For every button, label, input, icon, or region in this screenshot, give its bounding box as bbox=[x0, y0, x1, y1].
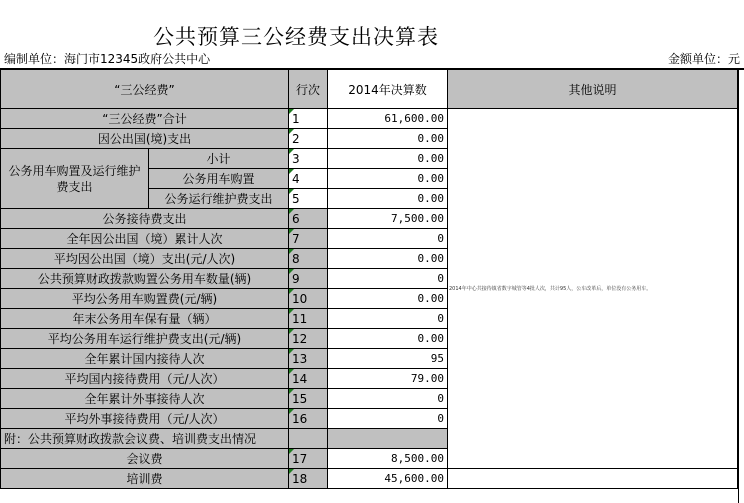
row-seq[interactable]: 1 bbox=[289, 109, 328, 129]
row-label[interactable]: 年末公务用车保有量（辆） bbox=[1, 309, 289, 329]
row-label[interactable]: 平均公务用车购置费(元/辆) bbox=[1, 289, 289, 309]
report-subheader bbox=[0, 52, 744, 70]
row-label[interactable]: 培训费 bbox=[1, 469, 289, 489]
note-text: 2014年中心共接待镇省数字城管等4批人次，共计95人，公车改革后，单位没有公务用车。 bbox=[449, 286, 652, 292]
row-value[interactable]: 0 bbox=[328, 269, 448, 289]
row-value[interactable]: 8,500.00 bbox=[328, 449, 448, 469]
row-value[interactable]: 0 bbox=[328, 309, 448, 329]
note-cell[interactable] bbox=[448, 109, 738, 469]
expense-table bbox=[0, 69, 738, 489]
row-value[interactable]: 0.00 bbox=[328, 329, 448, 349]
row-label[interactable]: 会议费 bbox=[1, 449, 289, 469]
table-row bbox=[1, 469, 738, 489]
header-item[interactable]: “三公经费” bbox=[1, 70, 289, 109]
table-header-row bbox=[1, 70, 738, 109]
sheet-next-column[interactable] bbox=[738, 69, 744, 503]
row-seq[interactable]: 10 bbox=[289, 289, 328, 309]
row-label[interactable]: 公务运行维护费支出 bbox=[149, 189, 289, 209]
row-seq[interactable]: 6 bbox=[289, 209, 328, 229]
vehicle-group-label[interactable]: 公务用车购置及运行维护费支出 bbox=[1, 149, 149, 209]
row-label[interactable]: “三公经费”合计 bbox=[1, 109, 289, 129]
compiling-unit: 编制单位：海门市12345政府公共中心 bbox=[4, 52, 211, 66]
row-seq[interactable]: 14 bbox=[289, 369, 328, 389]
amount-unit: 金额单位：元 bbox=[667, 52, 740, 66]
table-row bbox=[1, 109, 738, 129]
header-note[interactable]: 其他说明 bbox=[448, 70, 738, 109]
row-label[interactable]: 全年累计外事接待人次 bbox=[1, 389, 289, 409]
report-title: 公共预算三公经费支出决算表 bbox=[153, 25, 439, 49]
note-cell-bottom[interactable] bbox=[448, 469, 738, 489]
row-label[interactable]: 平均公务用车运行维护费支出(元/辆) bbox=[1, 329, 289, 349]
row-seq[interactable]: 3 bbox=[289, 149, 328, 169]
row-value[interactable]: 0 bbox=[328, 229, 448, 249]
row-seq[interactable]: 4 bbox=[289, 169, 328, 189]
row-seq[interactable]: 9 bbox=[289, 269, 328, 289]
row-seq[interactable]: 2 bbox=[289, 129, 328, 149]
row-label[interactable]: 小计 bbox=[149, 149, 289, 169]
row-value[interactable]: 0.00 bbox=[328, 149, 448, 169]
appendix-value-empty[interactable] bbox=[328, 429, 448, 449]
row-value[interactable]: 79.00 bbox=[328, 369, 448, 389]
row-seq[interactable]: 5 bbox=[289, 189, 328, 209]
row-value[interactable]: 95 bbox=[328, 349, 448, 369]
row-seq[interactable]: 18 bbox=[289, 469, 328, 489]
row-seq[interactable]: 7 bbox=[289, 229, 328, 249]
row-label[interactable]: 公共预算财政拨款购置公务用车数量(辆) bbox=[1, 269, 289, 289]
row-value[interactable]: 0.00 bbox=[328, 169, 448, 189]
row-label[interactable]: 因公出国(境)支出 bbox=[1, 129, 289, 149]
appendix-label[interactable]: 附：公共预算财政拨款会议费、培训费支出情况 bbox=[1, 429, 289, 449]
report-title-bar bbox=[0, 0, 744, 52]
row-value[interactable]: 61,600.00 bbox=[328, 109, 448, 129]
row-value[interactable]: 7,500.00 bbox=[328, 209, 448, 229]
row-value[interactable]: 0 bbox=[328, 409, 448, 429]
row-label[interactable]: 公务用车购置 bbox=[149, 169, 289, 189]
row-seq[interactable]: 8 bbox=[289, 249, 328, 269]
row-label[interactable]: 全年因公出国（境）累计人次 bbox=[1, 229, 289, 249]
row-seq[interactable]: 13 bbox=[289, 349, 328, 369]
header-amount[interactable]: 2014年决算数 bbox=[328, 70, 448, 109]
row-seq[interactable]: 17 bbox=[289, 449, 328, 469]
row-value[interactable]: 0 bbox=[328, 389, 448, 409]
row-label[interactable]: 平均外事接待费用（元/人次） bbox=[1, 409, 289, 429]
row-value[interactable]: 0.00 bbox=[328, 189, 448, 209]
row-value[interactable]: 0.00 bbox=[328, 129, 448, 149]
row-value[interactable]: 45,600.00 bbox=[328, 469, 448, 489]
row-value[interactable]: 0.00 bbox=[328, 289, 448, 309]
header-seq[interactable]: 行次 bbox=[289, 70, 328, 109]
row-seq[interactable]: 11 bbox=[289, 309, 328, 329]
row-label[interactable]: 平均国内接待费用（元/人次） bbox=[1, 369, 289, 389]
row-value[interactable]: 0.00 bbox=[328, 249, 448, 269]
row-seq[interactable]: 15 bbox=[289, 389, 328, 409]
row-label[interactable]: 全年累计国内接待人次 bbox=[1, 349, 289, 369]
row-label[interactable]: 平均因公出国（境）支出(元/人次) bbox=[1, 249, 289, 269]
appendix-seq-empty[interactable] bbox=[289, 429, 328, 449]
row-label[interactable]: 公务接待费支出 bbox=[1, 209, 289, 229]
row-seq[interactable]: 12 bbox=[289, 329, 328, 349]
row-seq[interactable]: 16 bbox=[289, 409, 328, 429]
